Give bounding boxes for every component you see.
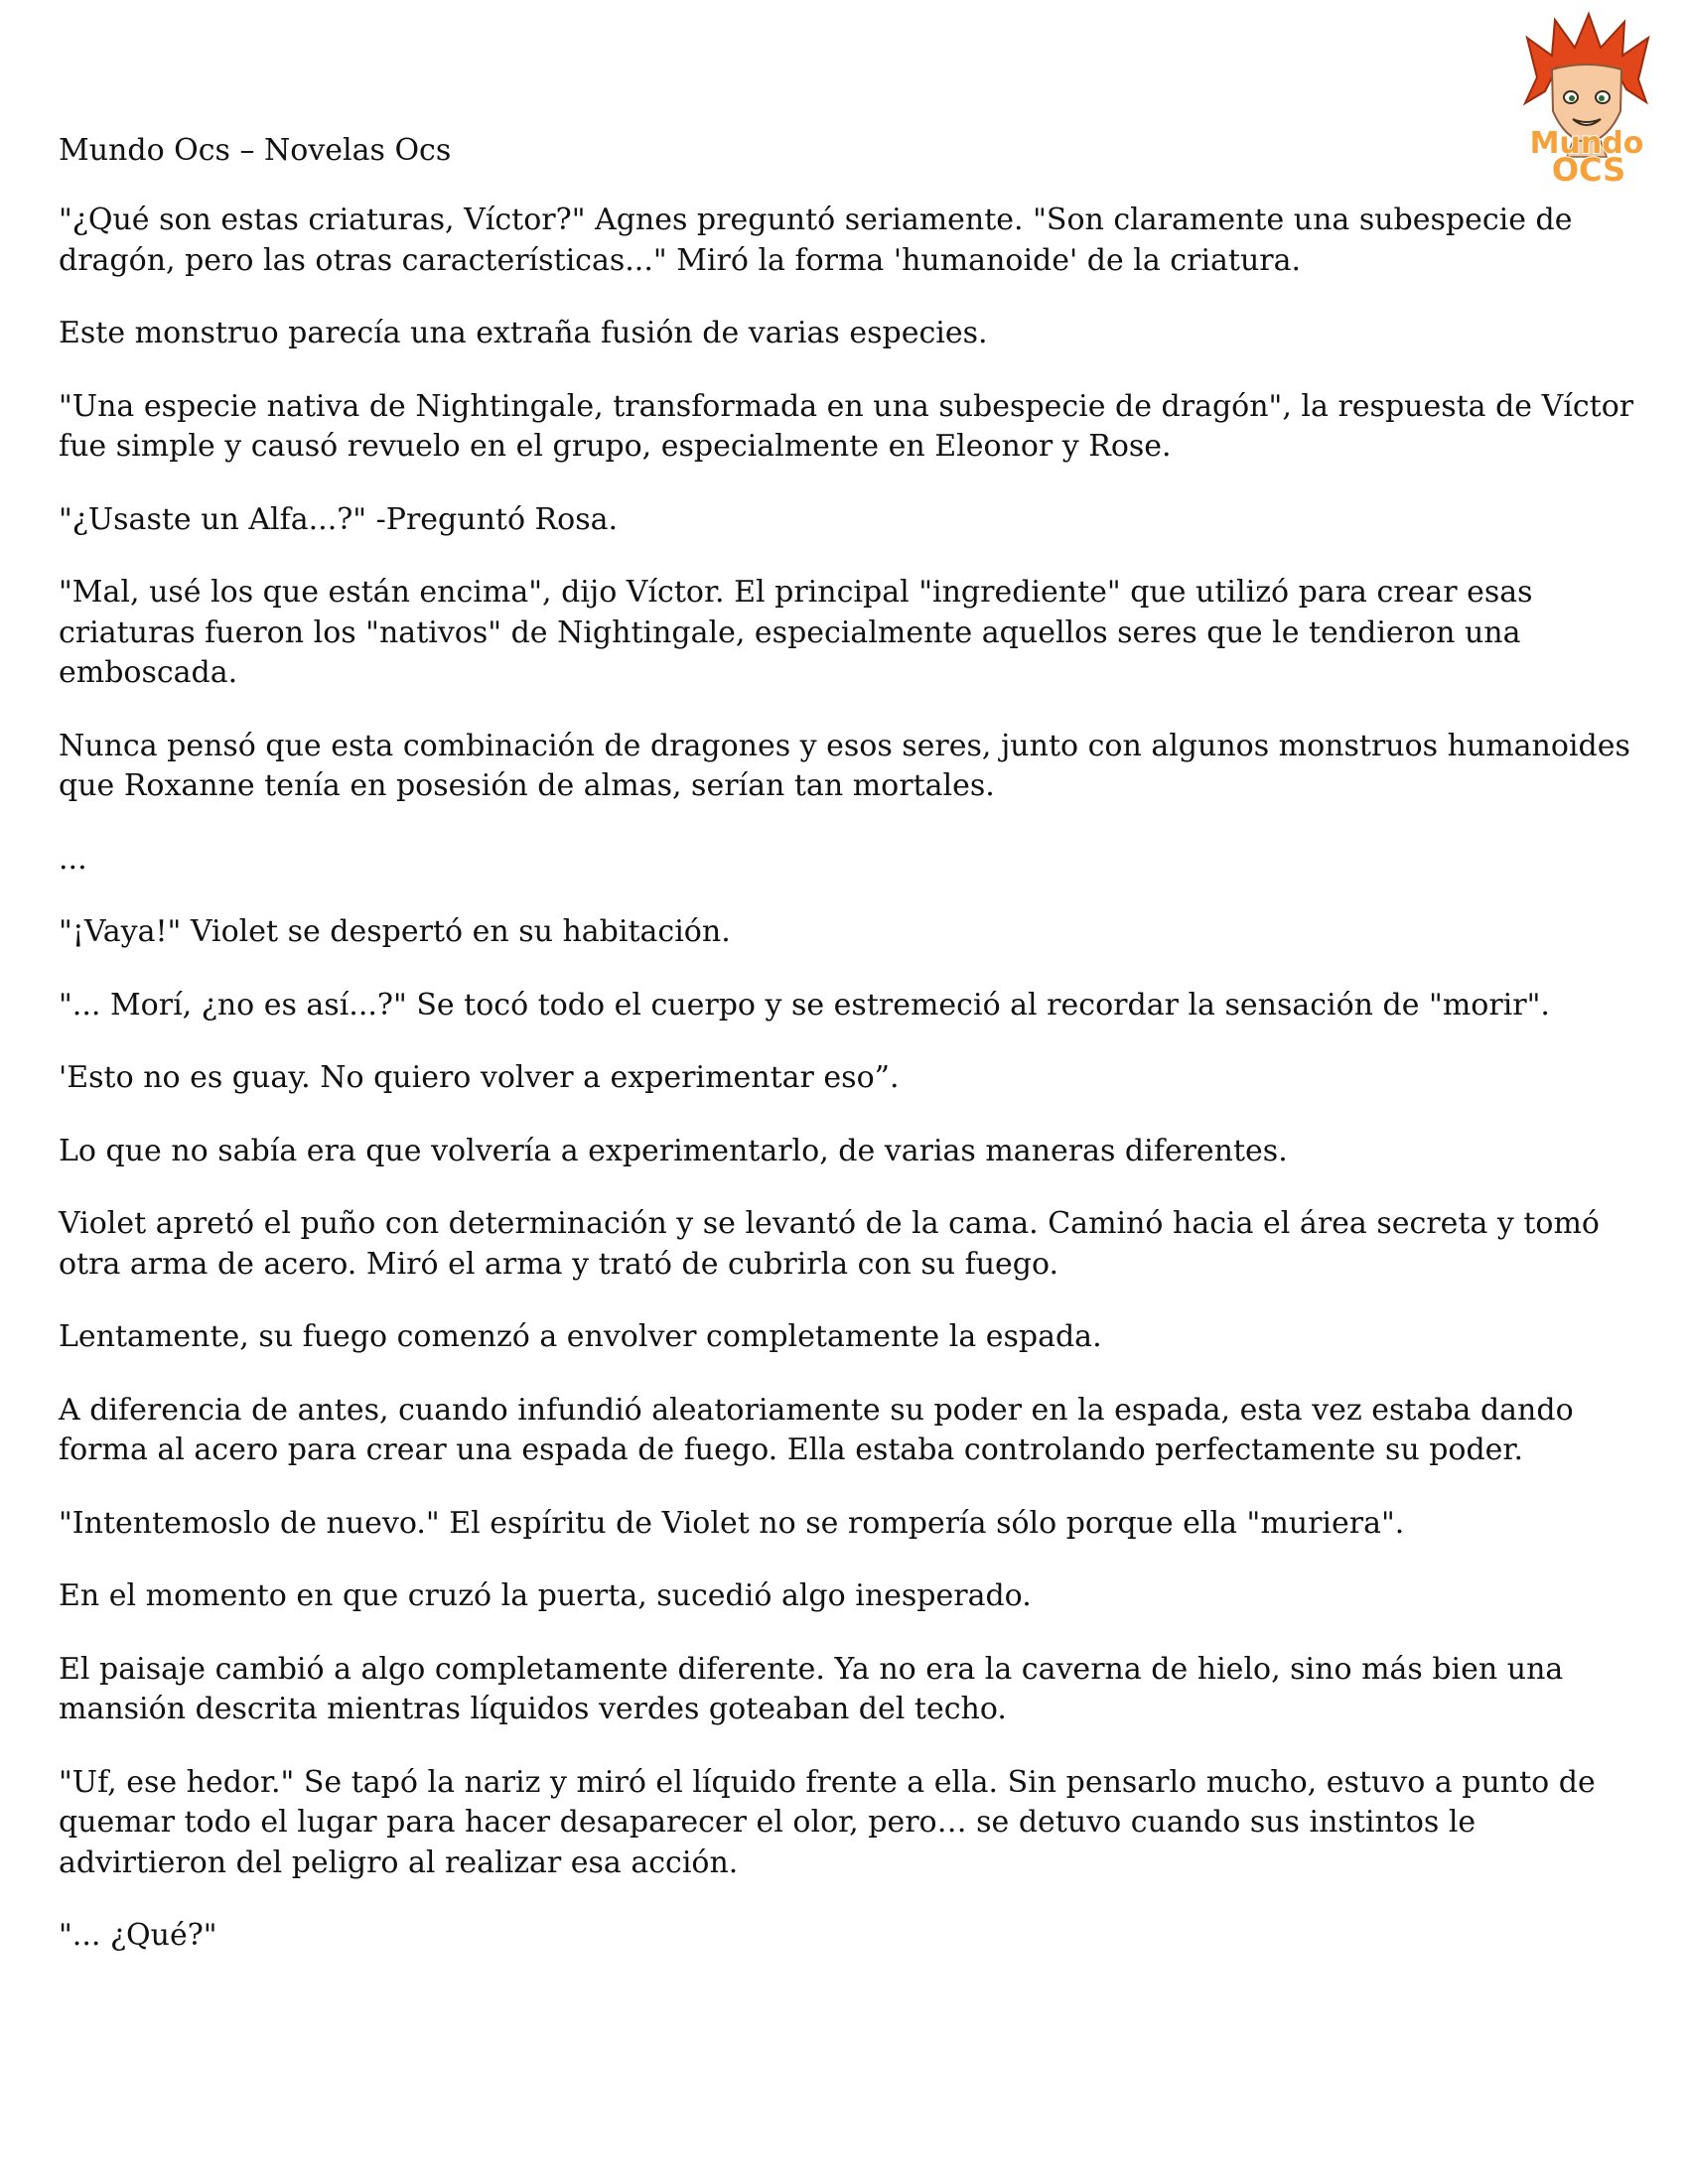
paragraph: "Intentemoslo de nuevo." El espíritu de Violet no se rompería sólo porque ella "muriera". [59, 1505, 1405, 1541]
document-body [59, 201, 1647, 1989]
paragraph: "... ¿Qué?" [59, 1918, 217, 1953]
paragraph: Nunca pensó que esta combinación de dragones y esos seres, junto con algunos monstruos humanoides que Roxanne tenía en posesión de almas, serían tan mortales. [59, 728, 1630, 803]
paragraph: 'Esto no es guay. No quiero volver a experimentar eso”. [59, 1060, 900, 1095]
paragraph: A diferencia de antes, cuando infundió aleatoriamente su poder en la espada, esta vez estaba dando forma al acero para crear una espada de fuego. Ella estaba controlando perfectamente su poder. [59, 1392, 1574, 1467]
paragraph: "¿Usaste un Alfa...?" -Preguntó Rosa. [59, 501, 619, 537]
paragraph: Lentamente, su fuego comenzó a envolver completamente la espada. [59, 1319, 1102, 1354]
paragraph: El paisaje cambió a algo completamente diferente. Ya no era la caverna de hielo, sino más bien una mansión descrita mientras líquidos verdes goteaban del techo. [59, 1651, 1564, 1726]
paragraph: En el momento en que cruzó la puerta, sucedió algo inesperado. [59, 1578, 1032, 1613]
paragraph: "Uf, ese hedor." Se tapó la nariz y miró el líquido frente a ella. Sin pensarlo mucho, estuvo a punto de quemar todo el lugar para hacer desaparecer el olor, pero… se detuvo cuando sus instintos le advirtieron del peligro al realizar esa acción. [59, 1764, 1596, 1880]
paragraph: "Mal, usé los que están encima", dijo Víctor. El principal "ingrediente" que utilizó para crear esas criaturas fueron los "nativos" de Nightingale, especialmente aquellos seres que le tendieron una emboscada. [59, 575, 1533, 690]
paragraph: "¡Vaya!" Violet se despertó en su habitación. [59, 914, 731, 949]
logo-text-top: Mundo [1529, 126, 1644, 161]
logo-text-bottom: OCS [1551, 151, 1626, 187]
paragraph: Violet apretó el puño con determinación y se levantó de la cama. Caminó hacia el área secreta y tomó otra arma de acero. Miró el arma y trató de cubrirla con su fuego. [59, 1206, 1600, 1282]
document-header: Mundo Ocs – Novelas Ocs [59, 133, 452, 168]
paragraph: "¿Qué son estas criaturas, Víctor?" Agnes preguntó seriamente. "Son claramente una subespecie de dragón, pero las otras características..." Miró la forma 'humanoide' de la criatura. [59, 203, 1573, 278]
mundo-ocs-logo [1497, 8, 1676, 187]
paragraph: Este monstruo parecía una extraña fusión de varias especies. [59, 316, 988, 350]
paragraph: Lo que no sabía era que volvería a experimentarlo, de varias maneras diferentes. [59, 1133, 1288, 1168]
paragraph: "Una especie nativa de Nightingale, transformada en una subespecie de dragón", la respuesta de Víctor fue simple y causó revuelo en el grupo, especialmente en Eleonor y Rose. [59, 388, 1634, 464]
paragraph: "... Morí, ¿no es así...?" Se tocó todo el cuerpo y se estremeció al recordar la sensación de "morir". [59, 987, 1550, 1023]
paragraph: ... [59, 841, 87, 877]
